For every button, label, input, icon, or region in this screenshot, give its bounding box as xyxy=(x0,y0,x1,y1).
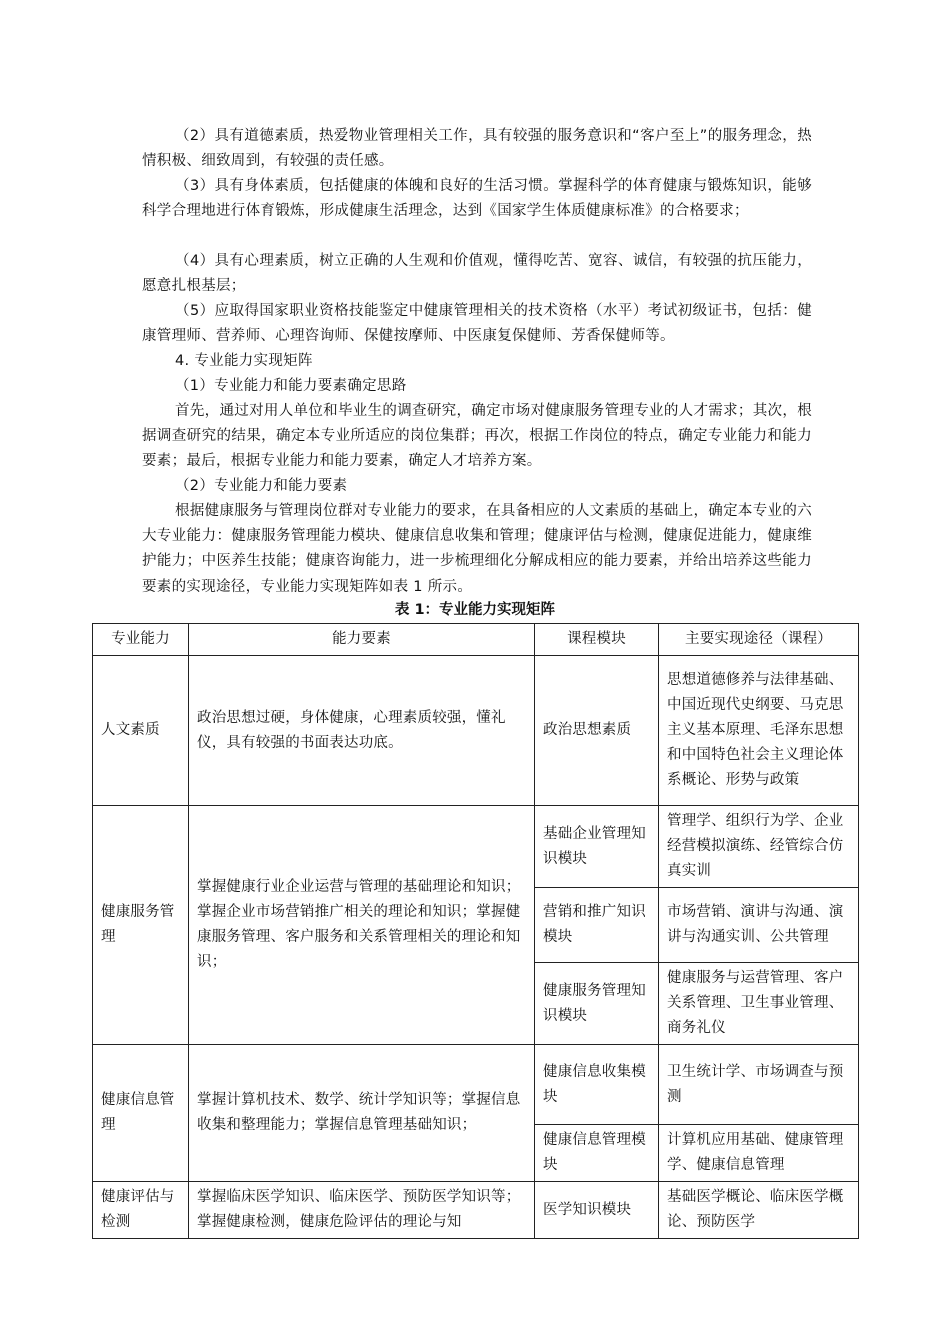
section-heading: 4. 专业能力实现矩阵 xyxy=(175,353,313,369)
courses-cell: 健康服务与运营管理、客户关系管理、卫生事业管理、商务礼仪 xyxy=(659,963,859,1045)
table-row xyxy=(93,806,859,888)
elements-cell: 掌握健康行业企业运营与管理的基础理论和知识；掌握企业市场营销推广相关的理论和知识；掌握健康服务管理、客户服务和关系管理相关的理论和知识； xyxy=(189,806,535,1045)
paragraph-certificates: （5）应取得国家职业资格技能鉴定中健康管理相关的技术资格（水平）考试初级证书，包括：健康管理师、营养师、心理咨询师、保健按摩师、中医康复保健师、芳香保健师等。 xyxy=(142,303,812,345)
module-cell: 医学知识模块 xyxy=(535,1182,659,1239)
courses-cell: 思想道德修养与法律基础、中国近现代史纲要、马克思主义基本原理、毛泽东思想和中国特色社会主义理论体系概论、形势与政策 xyxy=(659,656,859,806)
courses-cell: 计算机应用基础、健康管理学、健康信息管理 xyxy=(659,1125,859,1182)
header-elements: 能力要素 xyxy=(189,624,535,656)
elements-cell: 掌握临床医学知识、临床医学、预防医学知识等；掌握健康检测，健康危险评估的理论与知 xyxy=(189,1182,535,1239)
table-header-row xyxy=(93,624,859,656)
module-cell: 健康信息管理模块 xyxy=(535,1125,659,1182)
module-cell: 基础企业管理知识模块 xyxy=(535,806,659,888)
courses-cell: 市场营销、演讲与沟通、演讲与沟通实训、公共管理 xyxy=(659,888,859,963)
ability-cell: 健康评估与检测 xyxy=(93,1182,189,1239)
table-row xyxy=(93,656,859,806)
module-cell: 政治思想素质 xyxy=(535,656,659,806)
table-title: 表 1：专业能力实现矩阵 xyxy=(394,602,556,618)
paragraph-psychological-quality: （4）具有心理素质，树立正确的人生观和价值观，懂得吃苦、宽容、诚信，有较强的抗压能力，愿意扎根基层； xyxy=(142,253,812,295)
paragraph-abilities: 根据健康服务与管理岗位群对专业能力的要求，在具备相应的人文素质的基础上，确定本专业的六大专业能力：健康服务管理能力模块、健康信息收集和管理；健康评估与检测，健康促进能力，健康维护能力；中医养生技能；健康咨询能力，进一步梳理细化分解成相应的能力要素，并给出培养这些能力要素的实现途径，专业能力实现矩阵如表 1 所示。 xyxy=(142,503,812,595)
elements-cell: 掌握计算机技术、数学、统计学知识等；掌握信息收集和整理能力；掌握信息管理基础知识； xyxy=(189,1045,535,1182)
module-cell: 营销和推广知识模块 xyxy=(535,888,659,963)
sub-heading-approach: （1）专业能力和能力要素确定思路 xyxy=(175,378,407,394)
paragraph-method: 首先，通过对用人单位和毕业生的调查研究，确定市场对健康服务管理专业的人才需求；其次，根据调查研究的结果，确定本专业所适应的岗位集群；再次，根据工作岗位的特点，确定专业能力和能力要素；最后，根据专业能力和能力要素，确定人才培养方案。 xyxy=(142,403,812,470)
courses-cell: 基础医学概论、临床医学概论、预防医学 xyxy=(659,1182,859,1239)
header-courses: 主要实现途径（课程） xyxy=(659,624,859,656)
elements-cell: 政治思想过硬，身体健康，心理素质较强，懂礼仪，具有较强的书面表达功底。 xyxy=(189,656,535,806)
table-row xyxy=(93,1182,859,1239)
module-cell: 健康服务管理知识模块 xyxy=(535,963,659,1045)
paragraph-physical-quality: （3）具有身体素质，包括健康的体魄和良好的生活习惯。掌握科学的体育健康与锻炼知识，能够科学合理地进行体育锻炼，形成健康生活理念，达到《国家学生体质健康标准》的合格要求； xyxy=(142,178,812,220)
sub-heading-abilities: （2）专业能力和能力要素 xyxy=(175,478,348,494)
paragraph-moral-quality: （2）具有道德素质，热爱物业管理相关工作，具有较强的服务意识和“客户至上”的服务理念，热情积极、细致周到，有较强的责任感。 xyxy=(142,128,812,170)
table-row xyxy=(93,1045,859,1125)
ability-matrix-table xyxy=(92,623,859,1239)
courses-cell: 管理学、组织行为学、企业经营模拟演练、经管综合仿真实训 xyxy=(659,806,859,888)
courses-cell: 卫生统计学、市场调查与预测 xyxy=(659,1045,859,1125)
header-module: 课程模块 xyxy=(535,624,659,656)
module-cell: 健康信息收集模块 xyxy=(535,1045,659,1125)
ability-cell: 健康服务管理 xyxy=(93,806,189,1045)
ability-cell: 健康信息管理 xyxy=(93,1045,189,1182)
header-ability: 专业能力 xyxy=(93,624,189,656)
ability-cell: 人文素质 xyxy=(93,656,189,806)
